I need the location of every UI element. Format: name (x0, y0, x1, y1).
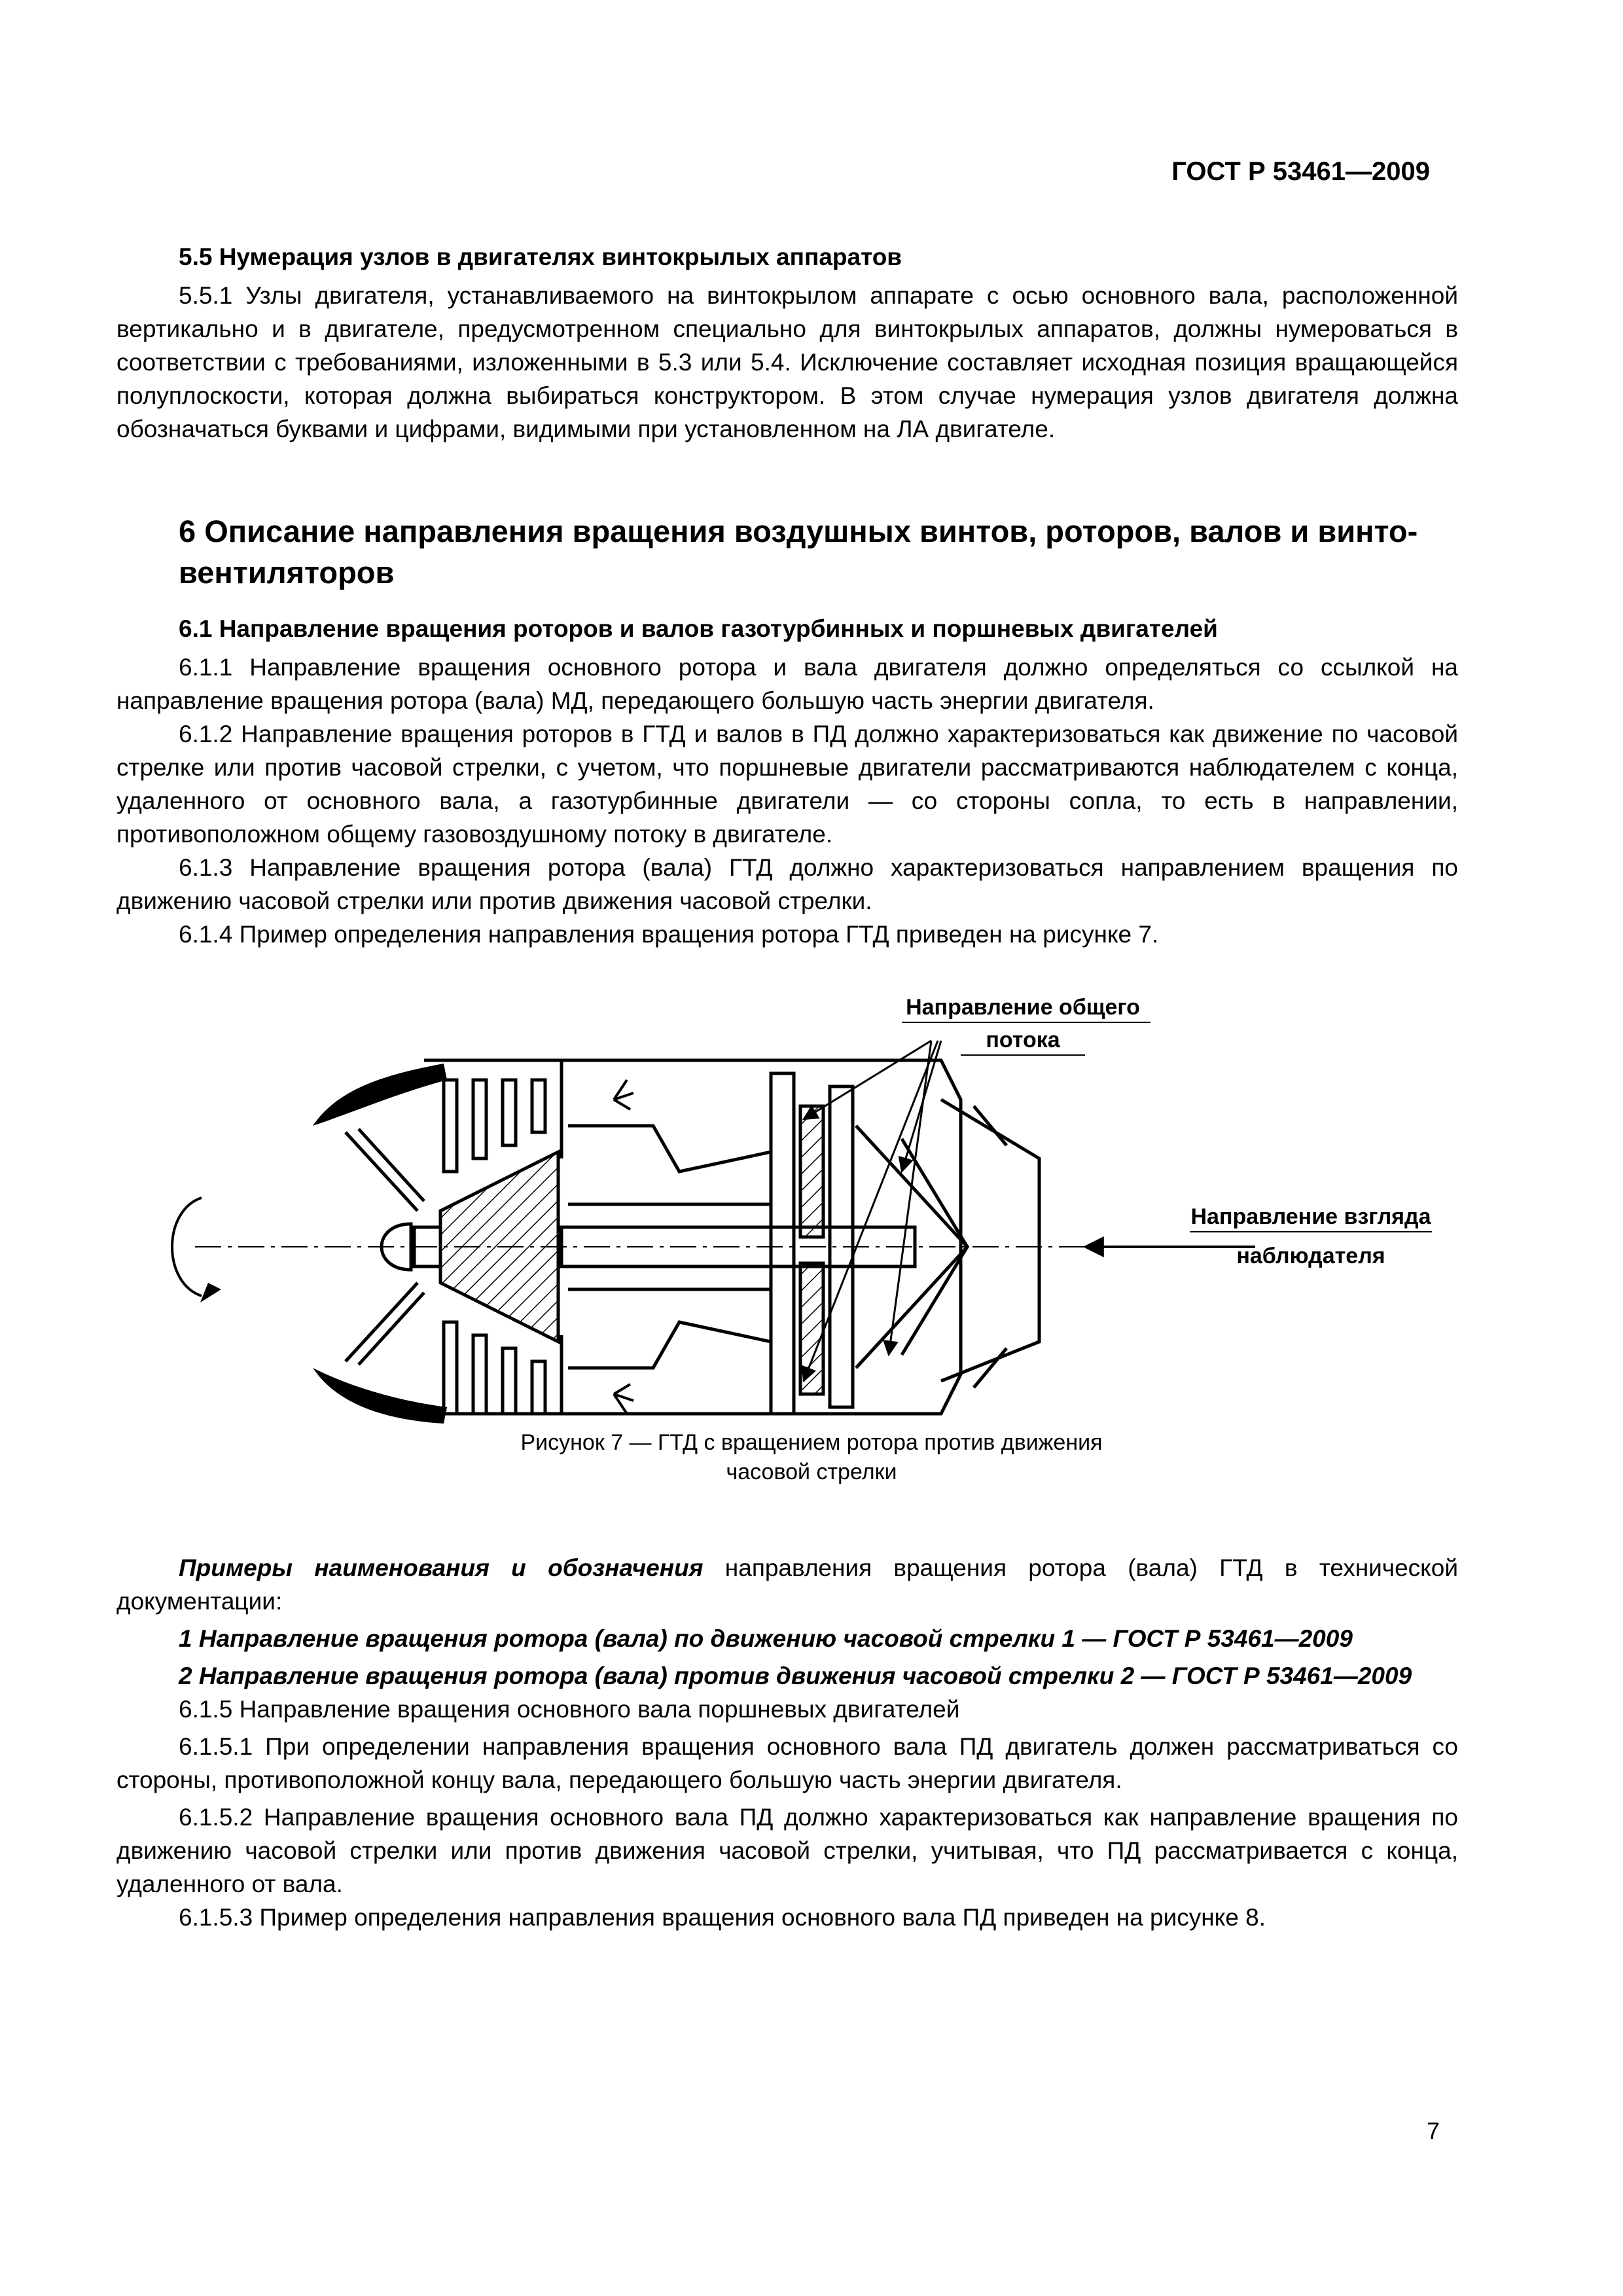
label-flow-line1: Направление общего (906, 995, 1140, 1020)
example-2: 2 Направление вращения ротора (вала) против движения часовой стрелки 2 — ГОСТ Р 53461—2009 (179, 1662, 1412, 1689)
paragraph-5-5-1: 5.5.1 Узлы двигателя, устанавливаемого на винтокрылом аппарате с осью основного вала, расположенной вертикально и в двигателе, предусмотренном специально для винтокрылых аппаратов, должны нумероваться в соответствии с требованиями, изложенными в 5.3 или 5.4. Исключение составляет исходная позиция вращающейся полуплоскости, которая должна выбираться конструктором. В этом случае нумерация узлов двигателя должна обозначаться буквами и цифрами, видимыми при установленном на ЛА двигателе. (116, 282, 1458, 442)
figure-7-caption (0, 1428, 1623, 1487)
paragraph-6-1-1: 6.1.1 Направление вращения основного ротора и вала двигателя должно определяться со ссылкой на направление вращения ротора (вала) МД, передающего большую часть энергии двигателя. (116, 654, 1458, 714)
paragraph-6-1-3: 6.1.3 Направление вращения ротора (вала) ГТД должно характеризоваться направлением вращения по движению часовой стрелки или против движения часовой стрелки. (116, 854, 1458, 914)
page-number: 7 (1426, 2117, 1440, 2144)
section-5-5-title: 5.5 Нумерация узлов в двигателях винтокрылых аппаратов (179, 243, 902, 270)
examples-intro-rest: направления вращения ротора (вала) ГТД в технической документации: (116, 1554, 1458, 1615)
inlet-lip-top (313, 1064, 447, 1126)
paragraph-6-1-5: 6.1.5 Направление вращения основного вала поршневых двигателей (179, 1696, 960, 1723)
inlet-lip-bottom (313, 1368, 447, 1424)
label-view-line2: наблюдателя (1236, 1244, 1385, 1268)
section-6-1-title: 6.1 Направление вращения роторов и валов газотурбинных и поршневых двигателей (179, 615, 1218, 642)
examples-intro-bold: Примеры наименования и обозначения (179, 1554, 704, 1581)
paragraph-6-1-5-3: 6.1.5.3 Пример определения направления вращения основного вала ПД приведен на рисунке 8. (179, 1904, 1266, 1931)
paragraph-6-1-5-1: 6.1.5.1 При определении направления вращения основного вала ПД двигатель должен рассматриваться со стороны, противоположной концу вала, передающего большую часть энергии двигателя. (116, 1733, 1458, 1793)
examples-intro (116, 1551, 1458, 1618)
caption-line-1: Рисунок 7 — ГТД с вращением ротора против движения (520, 1430, 1103, 1455)
paragraph-6-1-4: 6.1.4 Пример определения направления вращения ротора ГТД приведен на рисунке 7. (179, 921, 1159, 948)
label-flow-line2: потока (986, 1028, 1060, 1052)
paragraph-6-1-5-2: 6.1.5.2 Направление вращения основного вала ПД должно характеризоваться как направление вращения по движению часовой стрелки или против движения часовой стрелки, учитывая, что ПД рассматривается с конца, удаленного от вала. (116, 1804, 1458, 1897)
paragraph-block-6-1 (116, 651, 1458, 951)
document-code-header: ГОСТ Р 53461—2009 (1171, 157, 1430, 186)
label-view-line1: Направление взгляда (1190, 1204, 1431, 1229)
figure-7-engine-diagram (116, 975, 1491, 1427)
caption-line-2: часовой стрелки (726, 1460, 897, 1484)
paragraph-6-1-2: 6.1.2 Направление вращения роторов в ГТД и валов в ПД должно характеризоваться как движение по часовой стрелке или против часовой стрелки, с учетом, что поршневые двигатели рассматриваются наблюдателем с конца, удаленного от основного вала, а газотурбинные двигатели — со стороны сопла, то есть в направлении, противоположном общему газовоздушному потоку в двигателе. (116, 721, 1458, 848)
paragraph-block-5-5 (116, 279, 1458, 446)
example-1: 1 Направление вращения ротора (вала) по движению часовой стрелки 1 — ГОСТ Р 53461—2009 (179, 1625, 1353, 1652)
section-6-title: 6 Описание направления вращения воздушных винтов, роторов, валов и винто-вентиляторов (179, 514, 1418, 590)
examples-block (116, 1551, 1458, 1934)
